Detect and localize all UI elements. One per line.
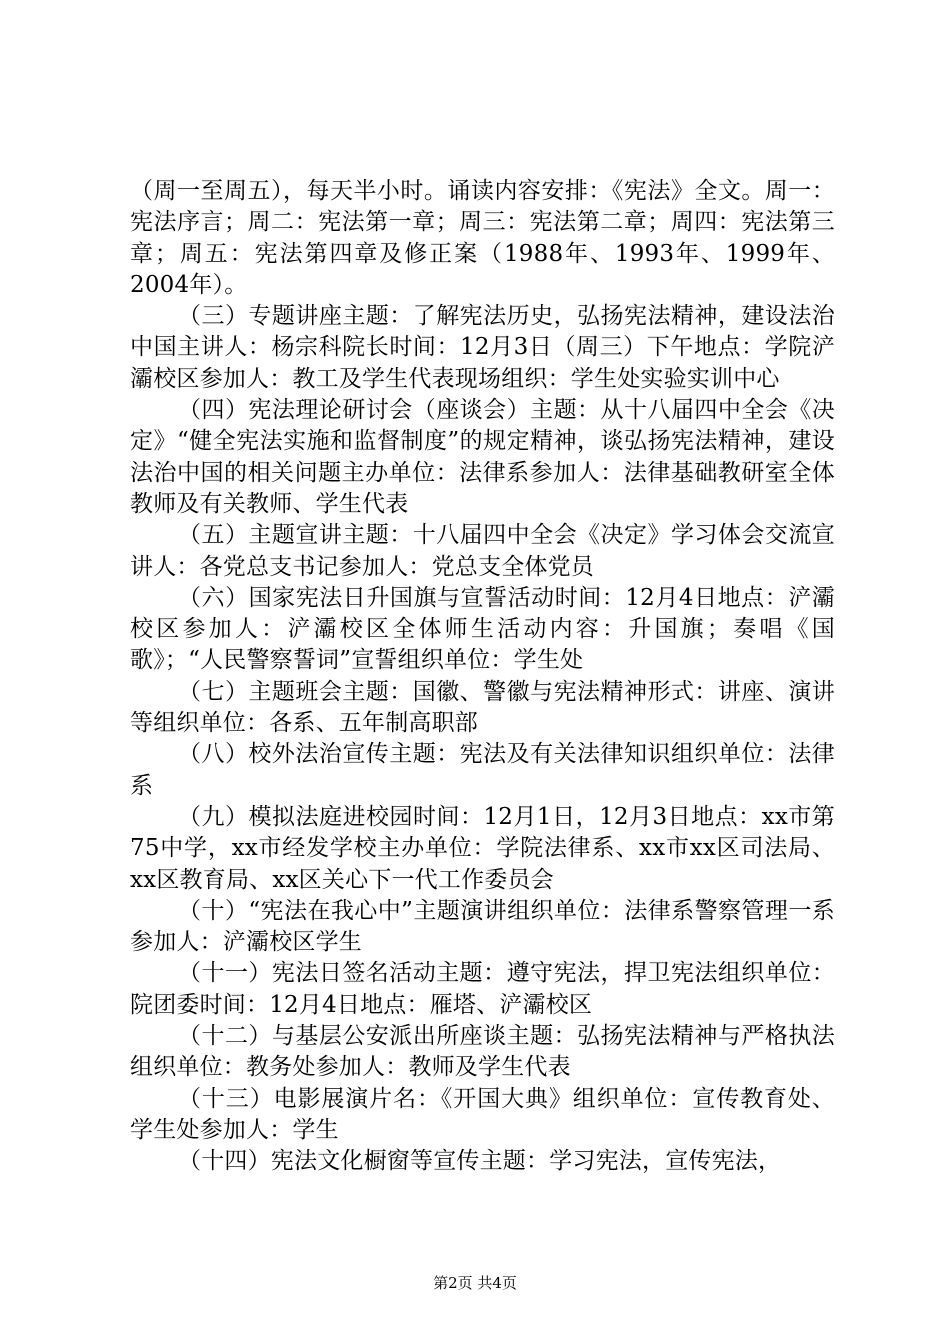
paragraph-item-11: （十一）宪法日签名活动主题：遵守宪法，捍卫宪法组织单位：院团委时间：12月4日地点：雁塔、浐灞校区: [130, 960, 835, 1018]
paragraph-item-14: （十四）宪法文化橱窗等宣传主题：学习宪法，宣传宪法，: [178, 1148, 782, 1175]
document-body: [130, 176, 835, 1178]
paragraph-item-9: （九）模拟法庭进校园时间：12月1日，12月3日地点：xx市第75中学，xx市经发学校主办单位：学院法律系、xx市xx区司法局、xx区教育局、xx区关心下一代工作委员会: [130, 803, 835, 893]
paragraph-item-4: （四）宪法理论研讨会（座谈会）主题：从十八届四中全会《决定》“健全宪法实施和监督制度”的规定精神，谈弘扬宪法精神，建设法治中国的相关问题主办单位：法律系参加人：法律基础教研室全体教师及有关教师、学生代表: [130, 397, 835, 517]
paragraph-item-8: （八）校外法治宣传主题：宪法及有关法律知识组织单位：法律系: [130, 741, 835, 799]
paragraph-item-7: （七）主题班会主题：国徽、警徽与宪法精神形式：讲座、演讲等组织单位：各系、五年制高职部: [130, 678, 835, 737]
paragraph-item-6: （六）国家宪法日升国旗与宣誓活动时间：12月4日地点：浐灞校区参加人：浐灞校区全体师生活动内容：升国旗；奏唱《国歌》；“人民警察誓词”宣誓组织单位：学生处: [130, 584, 835, 674]
paragraph-item-5: （五）主题宣讲主题：十八届四中全会《决定》学习体会交流宣讲人：各党总支书记参加人：党总支全体党员: [130, 522, 835, 580]
paragraph-item-13: （十三）电影展演片名：《开国大典》组织单位：宣传教育处、学生处参加人：学生: [130, 1085, 835, 1143]
paragraph-item-12: （十二）与基层公安派出所座谈主题：弘扬宪法精神与严格执法组织单位：教务处参加人：教师及学生代表: [130, 1023, 835, 1081]
paragraph-item-3: （三）专题讲座主题：了解宪法历史，弘扬宪法精神，建设法治中国主讲人：杨宗科院长时间：12月3日（周三）下午地点：学院浐灞校区参加人：教工及学生代表现场组织：学生处实验实训中心: [130, 303, 835, 392]
paragraph-item-10: （十）“宪法在我心中”主题演讲组织单位：法律系警察管理一系参加人：浐灞校区学生: [130, 897, 835, 956]
page-number-footer: 第2页 共4页: [433, 1274, 517, 1292]
paragraph-schedule: （周一至周五），每天半小时。诵读内容安排：《宪法》全文。周一：宪法序言；周二：宪法第一章；周三：宪法第二章；周四：宪法第三章；周五：宪法第四章及修正案（1988年、1993年、1999年、2004年）。: [130, 178, 835, 298]
